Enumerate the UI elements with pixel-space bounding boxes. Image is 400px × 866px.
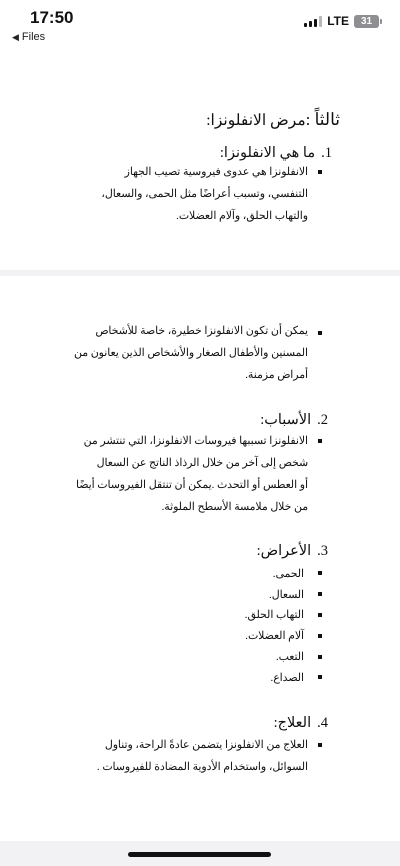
back-label: Files [21, 31, 46, 43]
paragraph-line: أو العطس أو التحدث .يمكن أن تنتقل الفيروسات أيضًا [75, 479, 308, 491]
paragraph-line: السوائل، واستخدام الأدوية المضادة للفيروسات . [96, 761, 308, 773]
section-4-paragraph [50, 734, 308, 778]
bullet-icon [318, 743, 322, 747]
main-heading-text: مرض الانفلونزا: [206, 112, 306, 129]
section-4-title: العلاج: [273, 715, 312, 731]
back-triangle-icon: ◀ [12, 31, 19, 42]
paragraph-line: التنفسي، وتسبب أعراضًا مثل الحمى، والسعال، [101, 188, 308, 200]
status-bar [0, 0, 400, 48]
battery-icon [354, 15, 382, 28]
status-time: 17:50 [30, 8, 74, 27]
section-2-heading [260, 412, 328, 429]
section-3-title: الأعراض: [256, 543, 312, 559]
bullet-icon [318, 634, 322, 638]
cellular-signal-icon [304, 16, 322, 27]
list-item: التهاب الحلق. [245, 605, 322, 626]
list-item: الصداع. [245, 667, 322, 688]
list-item: الحمى. [245, 563, 322, 584]
section-4-number: 4. [317, 715, 328, 731]
bullet-icon [318, 439, 322, 443]
symptoms-list [245, 563, 322, 688]
severity-paragraph [50, 320, 308, 386]
section-2-number: 2. [317, 412, 328, 428]
bullet-icon [318, 613, 322, 617]
paragraph-line: والتهاب الحلق، وآلام العضلات. [176, 210, 308, 222]
paragraph-line: أمراض مزمنة. [245, 369, 308, 381]
section-3-number: 3. [317, 543, 328, 559]
paragraph-line: من خلال ملامسة الأسطح الملوثة. [161, 501, 308, 513]
paragraph-line: شخص إلى آخر من خلال الرذاذ الناتج عن السعال [96, 457, 308, 469]
status-indicators [304, 14, 382, 28]
bullet-icon [318, 592, 322, 596]
paragraph-line: المسنين والأطفال الصغار والأشخاص الذين يعانون من [74, 347, 308, 359]
section-2-title: الأسباب: [260, 412, 312, 428]
section-3-heading [257, 543, 328, 560]
paragraph-line: الانفلونزا تسببها فيروسات الانفلونزا، التي تنتشر من [83, 435, 308, 447]
back-to-files-link[interactable] [12, 31, 45, 43]
section-1-number: 1. [321, 145, 332, 161]
paragraph-line: العلاج من الانفلونزا يتضمن عادةً الراحة، وتناول [104, 739, 308, 751]
paragraph-line: يمكن أن تكون الانفلونزا خطيرة، خاصة للأشخاص [95, 325, 308, 337]
document-page-2 [0, 276, 400, 841]
paragraph-line: الانفلونزا هي عدوى فيروسية تصيب الجهاز [124, 166, 308, 178]
main-heading-number: ثالثاً : [305, 110, 340, 129]
bullet-icon [318, 331, 322, 335]
section-1-heading [220, 145, 332, 162]
bullet-icon [318, 655, 322, 659]
bullet-icon [318, 170, 322, 174]
section-1-title: ما هي الانفلونزا: [219, 145, 316, 161]
main-heading [206, 110, 340, 130]
network-type: LTE [327, 14, 349, 28]
battery-level: 31 [354, 15, 379, 28]
section-1-paragraph [50, 161, 308, 227]
list-item: السعال. [245, 584, 322, 605]
bullet-icon [318, 675, 322, 679]
bullet-icon [318, 571, 322, 575]
list-item: التعب. [245, 646, 322, 667]
section-2-paragraph [52, 430, 308, 518]
home-indicator[interactable] [128, 852, 271, 857]
list-item: آلام العضلات. [245, 625, 322, 646]
section-4-heading [274, 715, 328, 732]
document-page-1 [0, 48, 400, 270]
